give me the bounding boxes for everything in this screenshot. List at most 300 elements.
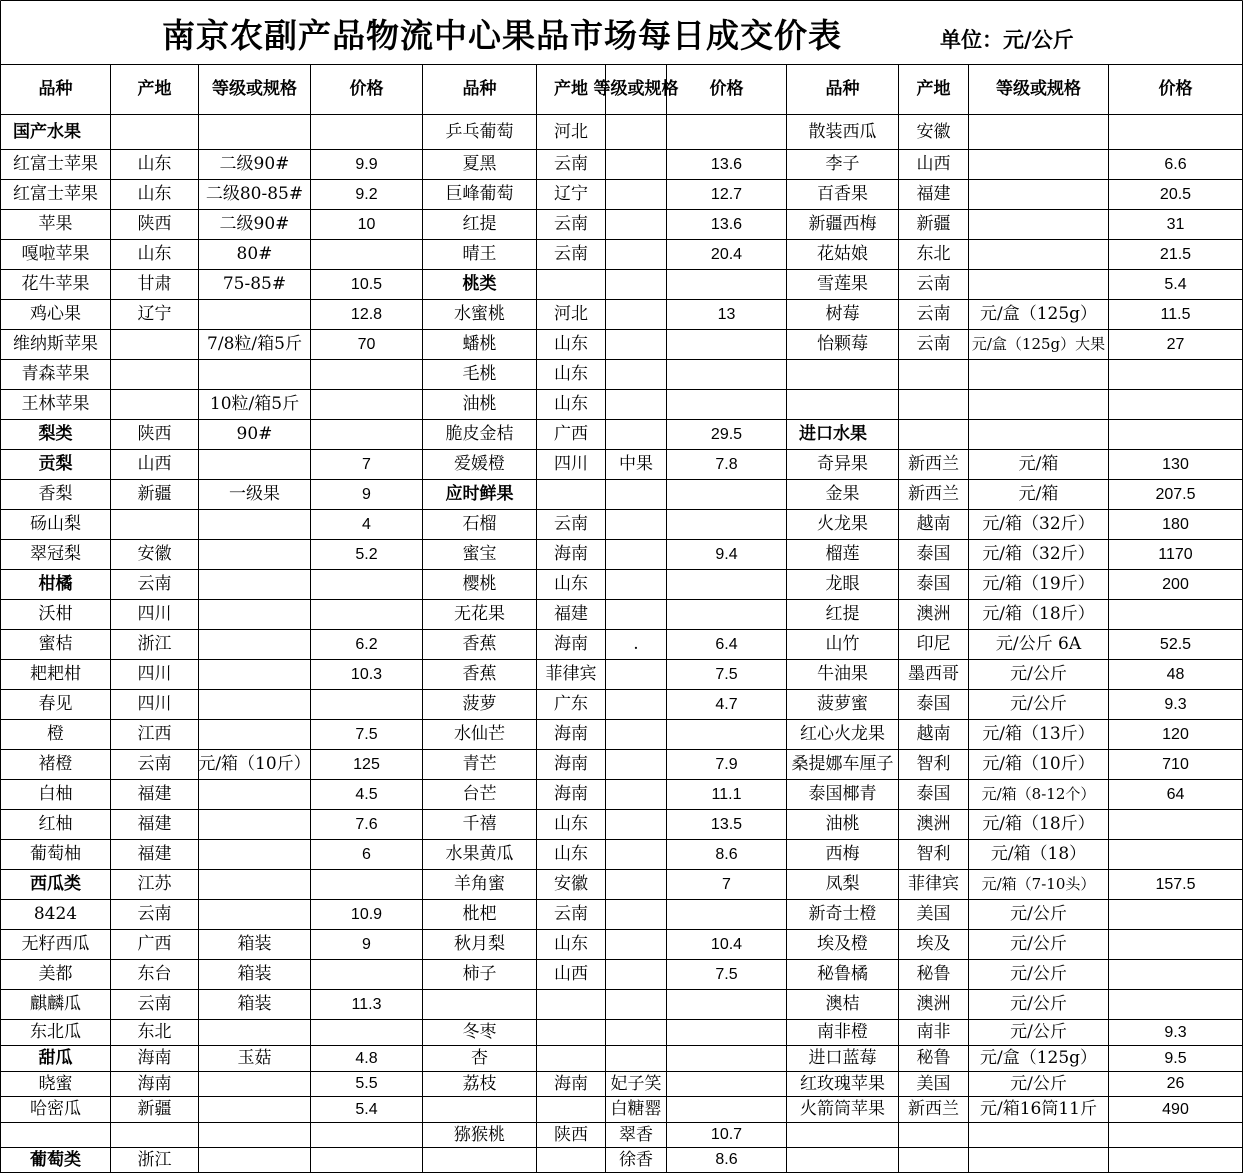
cell-origin: 云南 bbox=[554, 514, 588, 534]
cell-price: 11.1 bbox=[711, 785, 742, 803]
cell-variety: 橙 bbox=[47, 724, 64, 744]
cell-origin: 越南 bbox=[916, 724, 951, 744]
cell-variety: 榴莲 bbox=[825, 544, 860, 564]
cell-variety: 哈密瓜 bbox=[30, 1099, 81, 1119]
cell-origin: 东北 bbox=[137, 1022, 172, 1042]
cell-grade bbox=[606, 600, 666, 629]
cell-price bbox=[311, 600, 422, 629]
cell-grade: 元/盒（125g） bbox=[979, 1048, 1098, 1068]
cell-variety: 翠冠梨 bbox=[30, 544, 81, 564]
cell-price bbox=[1109, 360, 1242, 389]
cell-origin: 澳洲 bbox=[916, 994, 951, 1014]
cell-variety: 维纳斯苹果 bbox=[13, 334, 98, 354]
unit-label: 单位：元/公斤 bbox=[940, 28, 1074, 52]
cell-price bbox=[667, 600, 786, 629]
cell-price: 10.5 bbox=[350, 275, 383, 293]
cell-origin bbox=[111, 330, 198, 359]
cell-origin: 海南 bbox=[554, 544, 588, 564]
cell-variety: 凤梨 bbox=[825, 874, 860, 894]
cell-price: 10.9 bbox=[350, 905, 383, 923]
cell-grade: 7/8粒/箱5斤 bbox=[207, 334, 302, 354]
cell-price bbox=[1109, 390, 1242, 419]
cell-variety: 香梨 bbox=[38, 484, 73, 504]
cell-origin: 南非 bbox=[916, 1022, 951, 1042]
cell-price: 21.5 bbox=[1159, 245, 1192, 263]
cell-grade bbox=[199, 690, 310, 719]
cell-origin: 山西 bbox=[554, 964, 588, 984]
cell-origin: 云南 bbox=[554, 244, 588, 264]
cell-variety: 蟠桃 bbox=[462, 334, 497, 354]
header-origin: 产地 bbox=[554, 79, 588, 99]
cell-origin: 陕西 bbox=[137, 214, 172, 234]
cell-variety: 美都 bbox=[38, 964, 73, 984]
cell-price bbox=[1109, 420, 1242, 449]
cell-price bbox=[1109, 1123, 1242, 1147]
cell-variety: 冬枣 bbox=[462, 1022, 497, 1042]
cell-variety: 红柚 bbox=[38, 814, 73, 834]
cell-variety: 晴王 bbox=[462, 244, 497, 264]
cell-variety: 散装西瓜 bbox=[808, 121, 877, 142]
cell-origin: 印尼 bbox=[916, 634, 951, 654]
cell-origin: 东台 bbox=[137, 964, 172, 984]
cell-price: 48 bbox=[1166, 665, 1185, 683]
cell-origin: 云南 bbox=[916, 334, 951, 354]
cell-variety: 树莓 bbox=[825, 304, 860, 324]
cell-grade: 90# bbox=[236, 424, 273, 444]
cell-origin: 福建 bbox=[916, 184, 951, 204]
cell-grade bbox=[199, 630, 310, 659]
cell-grade bbox=[199, 1072, 310, 1096]
cell-price: 5.4 bbox=[1164, 275, 1187, 293]
cell-origin: 海南 bbox=[554, 1073, 588, 1094]
cell-grade bbox=[606, 420, 666, 449]
cell-grade bbox=[199, 780, 310, 809]
cell-price bbox=[1109, 990, 1242, 1019]
cell-price: 7 bbox=[362, 455, 371, 473]
cell-origin: 新西兰 bbox=[908, 454, 959, 474]
cell-origin bbox=[537, 480, 605, 509]
cell-variety: 澳桔 bbox=[825, 994, 860, 1014]
cell-origin: 美国 bbox=[916, 904, 951, 924]
cell-price: 5.2 bbox=[355, 545, 378, 563]
cell-origin: 广西 bbox=[137, 934, 172, 954]
cell-variety: 水仙芒 bbox=[454, 724, 505, 744]
cell-price: 4.7 bbox=[715, 695, 738, 713]
header-grade: 等级或规格 bbox=[996, 79, 1081, 99]
cell-grade bbox=[606, 210, 666, 239]
cell-origin: 海南 bbox=[554, 724, 588, 744]
cell-variety: 秘鲁橘 bbox=[817, 964, 868, 984]
cell-grade bbox=[199, 300, 310, 329]
cell-price: 200 bbox=[1162, 575, 1189, 593]
cell-price bbox=[311, 360, 422, 389]
cell-origin bbox=[537, 1020, 605, 1045]
cell-variety: 荔枝 bbox=[462, 1073, 497, 1094]
cell-origin: 澳洲 bbox=[916, 814, 951, 834]
cell-variety: 晓蜜 bbox=[38, 1073, 73, 1094]
cell-origin: 河北 bbox=[554, 121, 588, 142]
cell-variety: 甜瓜 bbox=[38, 1048, 73, 1068]
cell-variety: 耙耙柑 bbox=[30, 664, 81, 684]
cell-grade bbox=[606, 1020, 666, 1045]
cell-origin: 美国 bbox=[916, 1073, 951, 1094]
cell-grade bbox=[199, 1097, 310, 1122]
cell-variety: 樱桃 bbox=[462, 574, 497, 594]
cell-origin: 山西 bbox=[137, 454, 172, 474]
cell-grade bbox=[606, 360, 666, 389]
cell-origin bbox=[537, 1097, 605, 1122]
cell-grade bbox=[199, 540, 310, 569]
cell-variety: 水蜜桃 bbox=[454, 304, 505, 324]
cell-price: 207.5 bbox=[1155, 485, 1196, 503]
cell-grade bbox=[199, 1123, 310, 1147]
cell-origin: 东北 bbox=[916, 244, 951, 264]
cell-price: 7.5 bbox=[355, 725, 378, 743]
cell-variety: 春见 bbox=[38, 694, 73, 714]
cell-grade: 徐香 bbox=[619, 1149, 653, 1170]
cell-price: 13 bbox=[717, 305, 736, 323]
cell-price: 6.4 bbox=[715, 635, 738, 653]
cell-price: 4.5 bbox=[355, 785, 378, 803]
cell-price: 10.7 bbox=[710, 1126, 743, 1143]
header-origin: 产地 bbox=[137, 79, 172, 99]
cell-price: 5.4 bbox=[355, 1100, 378, 1118]
cell-grade bbox=[606, 180, 666, 209]
cell-price: 12.8 bbox=[350, 305, 383, 323]
cell-variety: 枇杷 bbox=[462, 904, 497, 924]
cell-variety: 奇异果 bbox=[817, 454, 868, 474]
cell-variety: 嘎啦苹果 bbox=[21, 244, 90, 264]
cell-price: 9 bbox=[362, 485, 371, 503]
cell-origin: 山西 bbox=[916, 154, 951, 174]
cell-origin: 海南 bbox=[137, 1048, 172, 1068]
cell-grade bbox=[606, 330, 666, 359]
cell-price bbox=[1109, 840, 1242, 869]
cell-price: 64 bbox=[1166, 785, 1185, 803]
cell-origin: 海南 bbox=[554, 634, 588, 654]
cell-grade bbox=[606, 510, 666, 539]
cell-price: 9.3 bbox=[1164, 1023, 1187, 1041]
cell-price bbox=[1109, 930, 1242, 959]
cell-price: 26 bbox=[1166, 1075, 1185, 1092]
cell-origin: 江西 bbox=[137, 724, 172, 744]
cell-grade bbox=[606, 960, 666, 989]
cell-price: 130 bbox=[1162, 455, 1189, 473]
cell-grade: 箱装 bbox=[237, 994, 272, 1014]
cell-origin: 智利 bbox=[916, 844, 951, 864]
cell-variety: 油桃 bbox=[825, 814, 860, 834]
cell-variety: 脆皮金桔 bbox=[445, 424, 514, 444]
cell-origin: 福建 bbox=[137, 814, 172, 834]
cell-origin: 越南 bbox=[916, 514, 951, 534]
cell-variety: 雪莲果 bbox=[817, 274, 868, 294]
cell-price: 8.6 bbox=[715, 845, 738, 863]
cell-grade bbox=[606, 840, 666, 869]
cell-variety: 新疆西梅 bbox=[808, 214, 877, 234]
cell-origin: 山东 bbox=[554, 814, 588, 834]
cell-variety: 沃柑 bbox=[38, 604, 73, 624]
cell-origin: 辽宁 bbox=[554, 184, 588, 204]
cell-origin bbox=[537, 270, 605, 299]
cell-price bbox=[667, 1046, 786, 1071]
cell-origin: 云南 bbox=[137, 754, 172, 774]
cell-grade: 元/盒（125g）大果 bbox=[971, 335, 1106, 353]
cell-variety bbox=[423, 1148, 536, 1172]
cell-variety: 无花果 bbox=[454, 604, 505, 624]
cell-grade bbox=[606, 150, 666, 179]
cell-price bbox=[311, 1148, 422, 1172]
cell-grade: 元/公斤 bbox=[1010, 994, 1067, 1014]
cell-price: 13.5 bbox=[710, 815, 743, 833]
cell-origin: 泰国 bbox=[916, 784, 951, 804]
cell-grade: 一级果 bbox=[229, 484, 280, 504]
cell-price bbox=[311, 420, 422, 449]
cell-grade bbox=[199, 1148, 310, 1172]
cell-origin bbox=[111, 360, 198, 389]
cell-variety: 麒麟瓜 bbox=[30, 994, 81, 1014]
cell-variety: 香蕉 bbox=[462, 634, 497, 654]
header-price: 价格 bbox=[1158, 79, 1193, 99]
cell-origin: 浙江 bbox=[137, 1149, 172, 1170]
cell-price: 157.5 bbox=[1155, 875, 1196, 893]
cell-variety: 桃类 bbox=[462, 274, 497, 294]
cell-grade: 元/箱（7-10头） bbox=[981, 875, 1096, 893]
cell-grade: 玉菇 bbox=[237, 1048, 272, 1068]
cell-grade bbox=[199, 360, 310, 389]
cell-grade: 元/箱（10斤） bbox=[198, 754, 311, 774]
cell-grade bbox=[606, 690, 666, 719]
cell-origin bbox=[899, 360, 968, 389]
cell-price: 9 bbox=[362, 935, 371, 953]
cell-variety: 柿子 bbox=[462, 964, 497, 984]
cell-grade: 元/公斤 6A bbox=[995, 634, 1082, 654]
cell-variety: 油桃 bbox=[462, 394, 497, 414]
cell-price: 710 bbox=[1162, 755, 1189, 773]
cell-origin: 云南 bbox=[137, 574, 172, 594]
cell-variety: 水果黄瓜 bbox=[445, 844, 514, 864]
cell-origin: 福建 bbox=[137, 844, 172, 864]
cell-variety: 应时鲜果 bbox=[445, 484, 514, 504]
cell-price bbox=[1109, 115, 1242, 149]
cell-variety: 乒乓葡萄 bbox=[445, 121, 514, 142]
cell-price bbox=[311, 870, 422, 899]
cell-grade bbox=[199, 900, 310, 929]
cell-origin: 山东 bbox=[137, 244, 172, 264]
cell-origin bbox=[537, 1148, 605, 1172]
cell-price bbox=[311, 1123, 422, 1147]
cell-variety: 苹果 bbox=[38, 214, 73, 234]
cell-grade: 元/箱16筒11斤 bbox=[980, 1099, 1097, 1119]
cell-grade bbox=[969, 210, 1108, 239]
cell-price: 52.5 bbox=[1159, 635, 1192, 653]
cell-variety bbox=[423, 1097, 536, 1122]
cell-grade bbox=[606, 300, 666, 329]
cell-variety bbox=[787, 390, 898, 419]
cell-grade bbox=[969, 390, 1108, 419]
cell-variety: 火箭筒苹果 bbox=[800, 1099, 885, 1119]
cell-grade: 10粒/箱5斤 bbox=[209, 394, 300, 414]
cell-grade bbox=[199, 870, 310, 899]
cell-grade bbox=[199, 510, 310, 539]
cell-grade: 元/箱（18斤） bbox=[982, 814, 1095, 834]
cell-grade bbox=[969, 150, 1108, 179]
header-price: 价格 bbox=[709, 79, 744, 99]
cell-variety: 火龙果 bbox=[817, 514, 868, 534]
cell-origin bbox=[111, 390, 198, 419]
cell-origin: 云南 bbox=[554, 154, 588, 174]
cell-origin: 埃及 bbox=[916, 934, 951, 954]
cell-price bbox=[667, 1072, 786, 1096]
cell-origin: 菲律宾 bbox=[545, 664, 597, 684]
cell-grade: 妃子笑 bbox=[610, 1073, 662, 1094]
cell-price: 7.6 bbox=[355, 815, 378, 833]
cell-variety: 蜜宝 bbox=[462, 544, 497, 564]
cell-price bbox=[311, 690, 422, 719]
cell-origin bbox=[899, 1148, 968, 1172]
cell-origin: 山东 bbox=[554, 394, 588, 414]
cell-variety: 毛桃 bbox=[462, 364, 497, 384]
cell-origin: 云南 bbox=[554, 214, 588, 234]
cell-grade: 元/箱（13斤） bbox=[982, 724, 1095, 744]
cell-variety: 桑提娜车厘子 bbox=[791, 754, 894, 774]
cell-price: 11.5 bbox=[1160, 305, 1191, 323]
cell-origin: 秘鲁 bbox=[916, 964, 951, 984]
cell-origin bbox=[111, 510, 198, 539]
cell-origin: 智利 bbox=[916, 754, 951, 774]
cell-grade: 元/箱（32斤） bbox=[982, 544, 1095, 564]
cell-variety: 鸡心果 bbox=[30, 304, 81, 324]
cell-variety: 花牛苹果 bbox=[21, 274, 90, 294]
cell-grade bbox=[969, 1123, 1108, 1147]
cell-grade: 元/箱（18） bbox=[990, 844, 1087, 864]
cell-variety: 菠萝蜜 bbox=[817, 694, 868, 714]
cell-origin: 安徽 bbox=[137, 544, 172, 564]
cell-variety: 香蕉 bbox=[462, 664, 497, 684]
cell-price bbox=[311, 570, 422, 599]
cell-origin: 海南 bbox=[137, 1073, 172, 1094]
cell-variety: 百香果 bbox=[817, 184, 868, 204]
cell-price bbox=[1109, 600, 1242, 629]
cell-price: 7.5 bbox=[715, 665, 738, 683]
cell-grade: 元/公斤 bbox=[1010, 904, 1067, 924]
cell-grade bbox=[199, 660, 310, 689]
cell-grade: 二级90# bbox=[219, 154, 290, 174]
cell-origin: 山东 bbox=[554, 364, 588, 384]
cell-origin: 云南 bbox=[554, 904, 588, 924]
cell-variety: 新奇士橙 bbox=[808, 904, 877, 924]
cell-variety: 山竹 bbox=[825, 634, 860, 654]
cell-price: 4 bbox=[362, 515, 371, 533]
cell-origin: 新西兰 bbox=[908, 1099, 959, 1119]
cell-variety: 金果 bbox=[825, 484, 860, 504]
header-price: 价格 bbox=[349, 79, 384, 99]
cell-price: 120 bbox=[1162, 725, 1189, 743]
cell-grade bbox=[199, 840, 310, 869]
cell-variety: 葡萄柚 bbox=[30, 844, 81, 864]
cell-grade: 元/公斤 bbox=[1010, 694, 1067, 714]
cell-origin: 福建 bbox=[554, 604, 588, 624]
cell-origin: 泰国 bbox=[916, 544, 951, 564]
cell-origin bbox=[111, 1123, 198, 1147]
cell-variety: 红富士苹果 bbox=[13, 154, 98, 174]
cell-grade bbox=[969, 240, 1108, 269]
cell-origin bbox=[537, 1046, 605, 1071]
cell-origin: 山东 bbox=[137, 154, 172, 174]
cell-price: 8.6 bbox=[715, 1151, 738, 1168]
cell-origin: 广东 bbox=[554, 694, 588, 714]
cell-price bbox=[1109, 1148, 1242, 1172]
cell-origin: 江苏 bbox=[137, 874, 172, 894]
cell-grade: 元/公斤 bbox=[1010, 964, 1067, 984]
cell-grade bbox=[606, 570, 666, 599]
cell-variety: 怡颗莓 bbox=[817, 334, 868, 354]
cell-variety: 埃及橙 bbox=[817, 934, 868, 954]
cell-grade: 元/箱（18斤） bbox=[982, 604, 1095, 624]
cell-origin: 甘肃 bbox=[137, 274, 172, 294]
cell-origin bbox=[537, 990, 605, 1019]
cell-price: 11.3 bbox=[351, 995, 382, 1013]
cell-price: 13.6 bbox=[710, 215, 743, 233]
cell-grade: 二级90# bbox=[219, 214, 290, 234]
cell-price: 20.4 bbox=[710, 245, 743, 263]
cell-price bbox=[667, 510, 786, 539]
cell-price: 70 bbox=[357, 335, 376, 353]
cell-grade: 75-85# bbox=[222, 274, 287, 294]
cell-price bbox=[311, 390, 422, 419]
cell-grade bbox=[606, 900, 666, 929]
cell-variety: 巨峰葡萄 bbox=[445, 184, 514, 204]
cell-variety: 进口蓝莓 bbox=[808, 1048, 877, 1068]
cell-grade bbox=[606, 390, 666, 419]
cell-variety: 猕猴桃 bbox=[454, 1124, 505, 1145]
cell-price: 490 bbox=[1162, 1100, 1189, 1118]
cell-origin: 云南 bbox=[137, 994, 172, 1014]
cell-variety bbox=[787, 1123, 898, 1147]
cell-price bbox=[667, 1097, 786, 1122]
cell-variety: 柑橘 bbox=[38, 574, 73, 594]
cell-grade: 箱装 bbox=[237, 964, 272, 984]
cell-grade: 元/盒（125g） bbox=[979, 304, 1098, 324]
cell-price bbox=[311, 115, 422, 149]
cell-price: 9.4 bbox=[715, 545, 738, 563]
cell-grade bbox=[606, 780, 666, 809]
cell-variety: 花姑娘 bbox=[817, 244, 868, 264]
cell-grade bbox=[606, 115, 666, 149]
cell-grade bbox=[606, 270, 666, 299]
cell-price: 5.5 bbox=[355, 1075, 378, 1092]
cell-variety: 红富士苹果 bbox=[13, 184, 98, 204]
cell-grade: 白糖罂 bbox=[610, 1099, 662, 1119]
cell-price bbox=[311, 1020, 422, 1045]
cell-origin: 山东 bbox=[554, 844, 588, 864]
cell-grade bbox=[969, 180, 1108, 209]
cell-variety: 无籽西瓜 bbox=[21, 934, 90, 954]
cell-price: 4.8 bbox=[355, 1049, 378, 1067]
cell-grade: 80# bbox=[236, 244, 273, 264]
cell-origin: 菲律宾 bbox=[908, 874, 959, 894]
cell-price bbox=[1109, 960, 1242, 989]
cell-variety: 青森苹果 bbox=[21, 364, 90, 384]
cell-variety: 台芒 bbox=[462, 784, 497, 804]
cell-variety: 8424 bbox=[33, 904, 78, 924]
cell-grade bbox=[199, 810, 310, 839]
cell-grade: 元/箱（19斤） bbox=[982, 574, 1095, 594]
cell-grade bbox=[606, 870, 666, 899]
page-title: 南京农副产品物流中心果品市场每日成交价表 bbox=[162, 16, 842, 55]
cell-price: 6 bbox=[362, 845, 371, 863]
cell-grade: 中果 bbox=[619, 454, 653, 474]
cell-variety: 夏黑 bbox=[462, 154, 497, 174]
